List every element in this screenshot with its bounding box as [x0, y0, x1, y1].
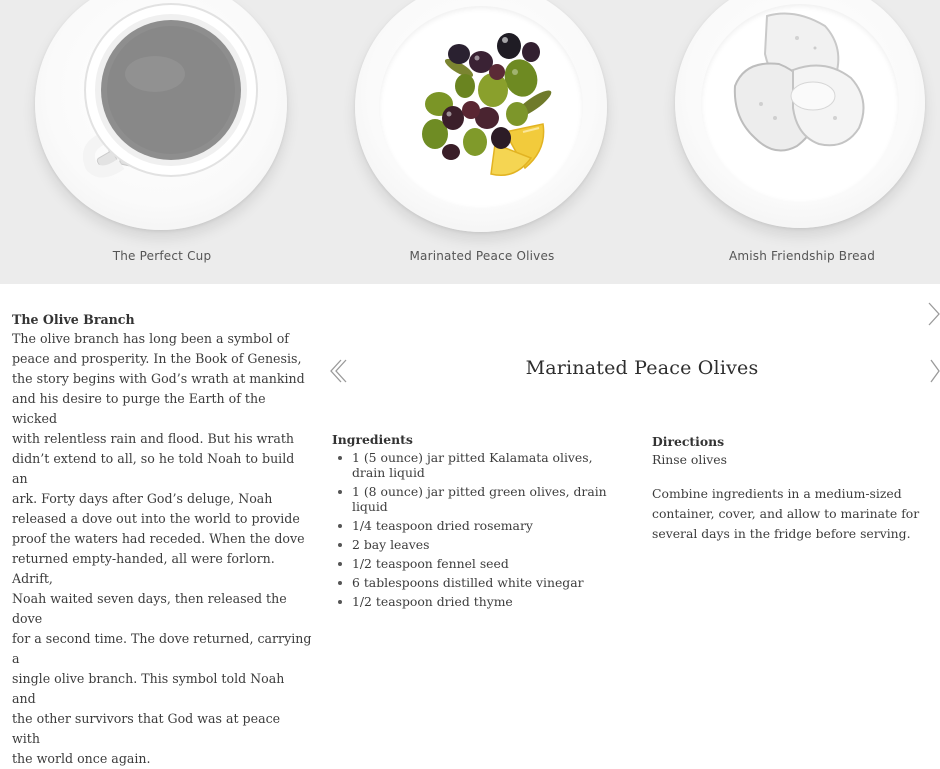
story-line: returned empty-handed, all were forlorn. Adrift, [12, 551, 275, 586]
ingredient-item: 1 (8 ounce) jar pitted green olives, drain liquid [332, 484, 612, 514]
story-title: The Olive Branch [12, 312, 135, 327]
story-line: with relentless rain and flood. But his wrath [12, 431, 295, 446]
ingredients-section [332, 432, 612, 613]
ingredient-item: 1/2 teaspoon fennel seed [332, 556, 612, 571]
story-line: and his desire to purge the Earth of the wicked [12, 391, 266, 426]
story-line: Noah waited seven days, then released the dove [12, 591, 287, 626]
chevron-left-icon[interactable] [330, 358, 350, 384]
ingredient-item: 1/4 teaspoon dried rosemary [332, 518, 612, 533]
olives-image [355, 0, 607, 232]
story-line: for a second time. The dove returned, carrying a [12, 631, 312, 666]
recipe-carousel [0, 0, 940, 284]
story-line: proof the waters had receded. When the dove [12, 531, 305, 546]
story-line: the other survivors that God was at peace with [12, 711, 281, 746]
directions-heading: Directions [652, 434, 725, 449]
story-line: ark. Forty days after God’s deluge, Noah [12, 491, 273, 506]
coffee-cup-image [35, 0, 287, 230]
direction-step: Combine ingredients in a medium-sized container, cover, and allow to marinate for several days in the fridge before serving. [652, 486, 920, 541]
story-column [12, 310, 312, 769]
bread-image [675, 0, 925, 228]
story-line: didn’t extend to all, so he told Noah to build an [12, 451, 295, 486]
story-body [12, 329, 312, 769]
story-line: single olive branch. This symbol told Noah and [12, 671, 285, 706]
story-line: the story begins with God’s wrath at mankind [12, 371, 305, 386]
carousel-caption[interactable]: The Perfect Cup [112, 249, 212, 263]
ingredients-heading: Ingredients [332, 432, 413, 447]
story-line: The olive branch has long been a symbol of [12, 331, 289, 346]
direction-step: Rinse olives [652, 452, 727, 467]
story-line: the world once again. [12, 751, 151, 766]
directions-section [652, 434, 928, 558]
ingredients-list [332, 450, 612, 609]
story-line: released a dove out into the world to provide [12, 511, 300, 526]
chevron-right-icon[interactable] [930, 358, 940, 384]
carousel-item-marinated-peace-olives[interactable] [337, 0, 627, 284]
story-line: peace and prosperity. In the Book of Genesis, [12, 351, 302, 366]
chevron-right-icon[interactable] [928, 302, 940, 326]
carousel-item-amish-friendship-bread[interactable] [657, 0, 940, 284]
carousel-item-perfect-cup[interactable] [17, 0, 307, 284]
recipe-title: Marinated Peace Olives [525, 357, 759, 379]
carousel-caption[interactable]: Marinated Peace Olives [409, 249, 555, 263]
ingredient-item: 1/2 teaspoon dried thyme [332, 594, 612, 609]
carousel-caption[interactable]: Amish Friendship Bread [728, 249, 876, 263]
ingredient-item: 1 (5 ounce) jar pitted Kalamata olives, drain liquid [332, 450, 612, 480]
ingredient-item: 2 bay leaves [332, 537, 612, 552]
ingredient-item: 6 tablespoons distilled white vinegar [332, 575, 612, 590]
